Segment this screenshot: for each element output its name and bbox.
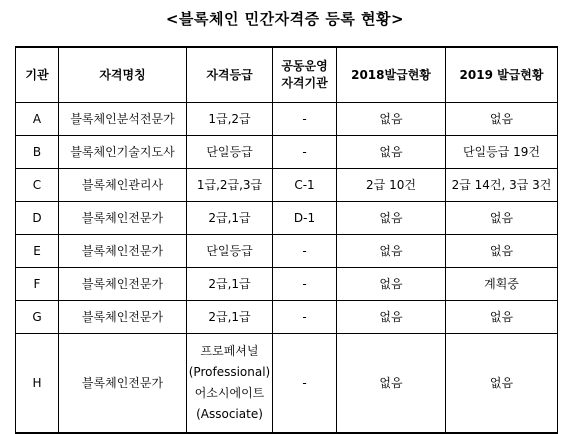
cell-2018: 2급 10건 [337, 169, 446, 202]
cell-2018: 없음 [337, 136, 446, 169]
cell-name: 블록체인기술지도사 [59, 136, 187, 169]
cell-2019: 없음 [446, 235, 558, 268]
cell-2019: 없음 [446, 103, 558, 136]
cell-2018: 없음 [337, 268, 446, 301]
table-row [16, 103, 558, 136]
cell-2018: 없음 [337, 301, 446, 334]
cell-name: 블록체인전문가 [59, 202, 187, 235]
cell-grade: 단일등급 [187, 136, 273, 169]
table-row [16, 169, 558, 202]
cell-name: 블록체인전문가 [59, 235, 187, 268]
cell-grade: 2급,1급 [187, 301, 273, 334]
cell-2019: 단일등급 19건 [446, 136, 558, 169]
cell-name: 블록체인전문가 [59, 268, 187, 301]
cell-grade: 2급,1급 [187, 202, 273, 235]
cell-2019: 없음 [446, 301, 558, 334]
table-header-row [16, 47, 558, 103]
table-row [16, 235, 558, 268]
header-joint: 공동운영 자격기관 [273, 47, 337, 103]
cell-2018: 없음 [337, 103, 446, 136]
cell-name: 블록체인전문가 [59, 334, 187, 434]
cell-org: C [16, 169, 59, 202]
cell-joint: - [273, 103, 337, 136]
cell-joint: - [273, 268, 337, 301]
cell-joint: - [273, 136, 337, 169]
table-row [16, 202, 558, 235]
header-grade: 자격등급 [187, 47, 273, 103]
cell-2019: 2급 14건, 3급 3건 [446, 169, 558, 202]
cell-2019: 없음 [446, 334, 558, 434]
certification-table [15, 46, 558, 434]
cell-2018: 없음 [337, 235, 446, 268]
cell-name: 블록체인관리사 [59, 169, 187, 202]
cell-2019: 없음 [446, 202, 558, 235]
cell-joint: - [273, 334, 337, 434]
cell-grade: 2급,1급 [187, 268, 273, 301]
cell-name: 블록체인전문가 [59, 301, 187, 334]
table-row [16, 136, 558, 169]
cell-grade: 1급,2급 [187, 103, 273, 136]
cell-joint: - [273, 235, 337, 268]
cell-joint: D-1 [273, 202, 337, 235]
cell-name: 블록체인분석전문가 [59, 103, 187, 136]
cell-org: B [16, 136, 59, 169]
cell-org: F [16, 268, 59, 301]
cell-org: A [16, 103, 59, 136]
cell-joint: - [273, 301, 337, 334]
cell-grade: 단일등급 [187, 235, 273, 268]
cell-org: E [16, 235, 59, 268]
cell-2018: 없음 [337, 202, 446, 235]
cell-2019: 계획중 [446, 268, 558, 301]
table-row [16, 334, 558, 434]
header-2019: 2019 발급현황 [446, 47, 558, 103]
page-title: <블록체인 민간자격증 등록 현황> [165, 10, 405, 28]
table-row [16, 301, 558, 334]
header-org: 기관 [16, 47, 59, 103]
cell-joint: C-1 [273, 169, 337, 202]
header-name: 자격명칭 [59, 47, 187, 103]
cell-org: G [16, 301, 59, 334]
cell-2018: 없음 [337, 334, 446, 434]
cell-org: D [16, 202, 59, 235]
table-row [16, 268, 558, 301]
header-2018: 2018발급현황 [337, 47, 446, 103]
cell-grade: 1급,2급,3급 [187, 169, 273, 202]
cell-grade: 프로페셔널 (Professional) 어소시에이트 (Associate) [187, 334, 273, 434]
cell-org: H [16, 334, 59, 434]
